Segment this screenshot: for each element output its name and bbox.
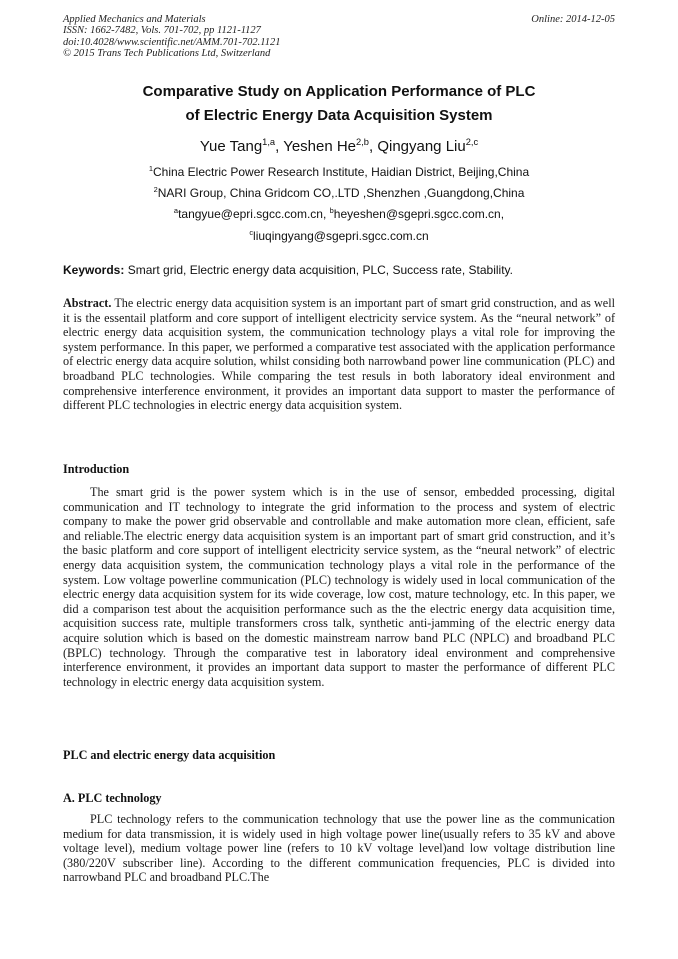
author-affiliation-mark: 1,a — [262, 137, 276, 147]
keywords-label: Keywords: — [63, 263, 125, 277]
email-mark: a — [173, 206, 179, 215]
publication-header — [63, 14, 615, 60]
title-line-1: Comparative Study on Application Performance of PLC — [142, 83, 536, 100]
email-tangyue: tangyue@epri.sgcc.com.cn, — [178, 207, 330, 221]
abstract-label: Abstract. — [63, 296, 112, 310]
email-liuqingyang: liuqingyang@sgepri.sgcc.com.cn — [253, 229, 429, 243]
journal-name: Applied Mechanics and Materials — [63, 14, 206, 25]
abstract-text: The electric energy data acquisition system is an important part of smart grid construction, and as well it is the essentail platform and core support of intelligent electricity service system. As the “neural network” of electric energy data acquisition system, the communication technology plays a vital role for improving the system performance. In this paper, we performed a comparative test associated with the application performance of electric energy data acquire solution, whilst considing both narrowband power line communication (PLC) and broadband PLC technologies. While comparing the test resuls in both laboratory ideal environment and comprehensive interference environment, it provides an important data support to master the performance of different PLC technologies in electric energy data acquisition system. — [63, 296, 615, 413]
doi-line: doi:10.4028/www.scientific.net/AMM.701-702.1121 — [63, 36, 281, 48]
author-separator: , — [368, 138, 378, 155]
email-heyeshen: heyeshen@sgepri.sgcc.com.cn, — [333, 207, 505, 221]
online-date: Online: 2014-12-05 — [531, 14, 615, 25]
email-line-1 — [63, 207, 615, 221]
affiliation-mark: 1 — [148, 164, 153, 173]
issn-line: ISSN: 1662-7482, Vols. 701-702, pp 1121-1127 — [63, 25, 261, 37]
paper-title — [63, 80, 615, 128]
affiliation-2 — [63, 186, 615, 200]
section-heading-introduction: Introduction — [63, 462, 130, 476]
section-heading-plc: PLC and electric energy data acquisition — [63, 748, 276, 762]
subsection-heading-plc-technology: A. PLC technology — [63, 791, 162, 805]
copyright-line: © 2015 Trans Tech Publications Ltd, Switzerland — [63, 48, 271, 60]
affiliation-mark: 2 — [153, 185, 158, 194]
author-name: Qingyang Liu — [377, 138, 466, 155]
plc-technology-paragraph: PLC technology refers to the communication technology that use the power line as the communication medium for data transmission, it is widely used in high voltage power line(usually refers to 35 kV and above voltage level), medium voltage power line (refers to 10 kV voltage level)and low voltage distribution line (380/220V subscriber line). According to the different communication frequencies, PLC is divided into narrowband PLC and broadband PLC.The — [63, 812, 615, 885]
affiliation-text: China Electric Power Research Institute, Haidian District, Beijing,China — [152, 165, 530, 179]
introduction-paragraph: The smart grid is the power system which is in the use of sensor, embedded processing, digital communication and IT technology to integrate the grid information to the process and system of electric company to make the power grid observable and controllable and make automation more clean, efficient, safe and reliable.The electric energy data acquisition system is an important part of smart grid construction, and it’s the basic platform and core support of intelligent electricity service system, as the “neural network” of electric energy data acquisition system, the communication technology plays a vital role in the performance of the system. Low voltage powerline communication (PLC) technology is widely used in local communication of the electric energy data acquisition system for its wide coverage, low cost, mature technology, etc. In this paper, we did a comparison test about the acquisition performance such as the the electric energy data acquisition time, acquisition success rate, multiple transformers cross talk, synthetic anti-jamming of the electric energy data acquire solution which is based on the domestic mainstream narrow band PLC (NPLC) and broadband PLC (BPLC) technology. Through the comparative test in laboratory ideal environment and comprehensive interference environment, it provides an important data support to master the performance of different PLC technology in electric energy data acquisition system. — [63, 485, 615, 689]
affiliation-1 — [63, 165, 615, 179]
abstract — [63, 296, 615, 413]
email-line-2 — [63, 229, 615, 243]
author-affiliation-mark: 2,b — [356, 137, 369, 147]
title-line-2: of Electric Energy Data Acquisition System — [185, 107, 493, 124]
author-affiliation-mark: 2,c — [465, 137, 479, 147]
email-mark: c — [249, 228, 254, 237]
affiliation-text: NARI Group, China Gridcom CO,.LTD ,Shenzhen ,Guangdong,China — [157, 186, 525, 200]
author-separator: , — [275, 138, 284, 155]
email-mark: b — [329, 206, 334, 215]
keywords-text: Smart grid, Electric energy data acquisition, PLC, Success rate, Stability. — [124, 263, 513, 277]
author-list — [63, 137, 615, 157]
keywords — [63, 263, 615, 277]
author-name: Yue Tang — [199, 138, 263, 155]
author-name: Yeshen He — [283, 138, 357, 155]
